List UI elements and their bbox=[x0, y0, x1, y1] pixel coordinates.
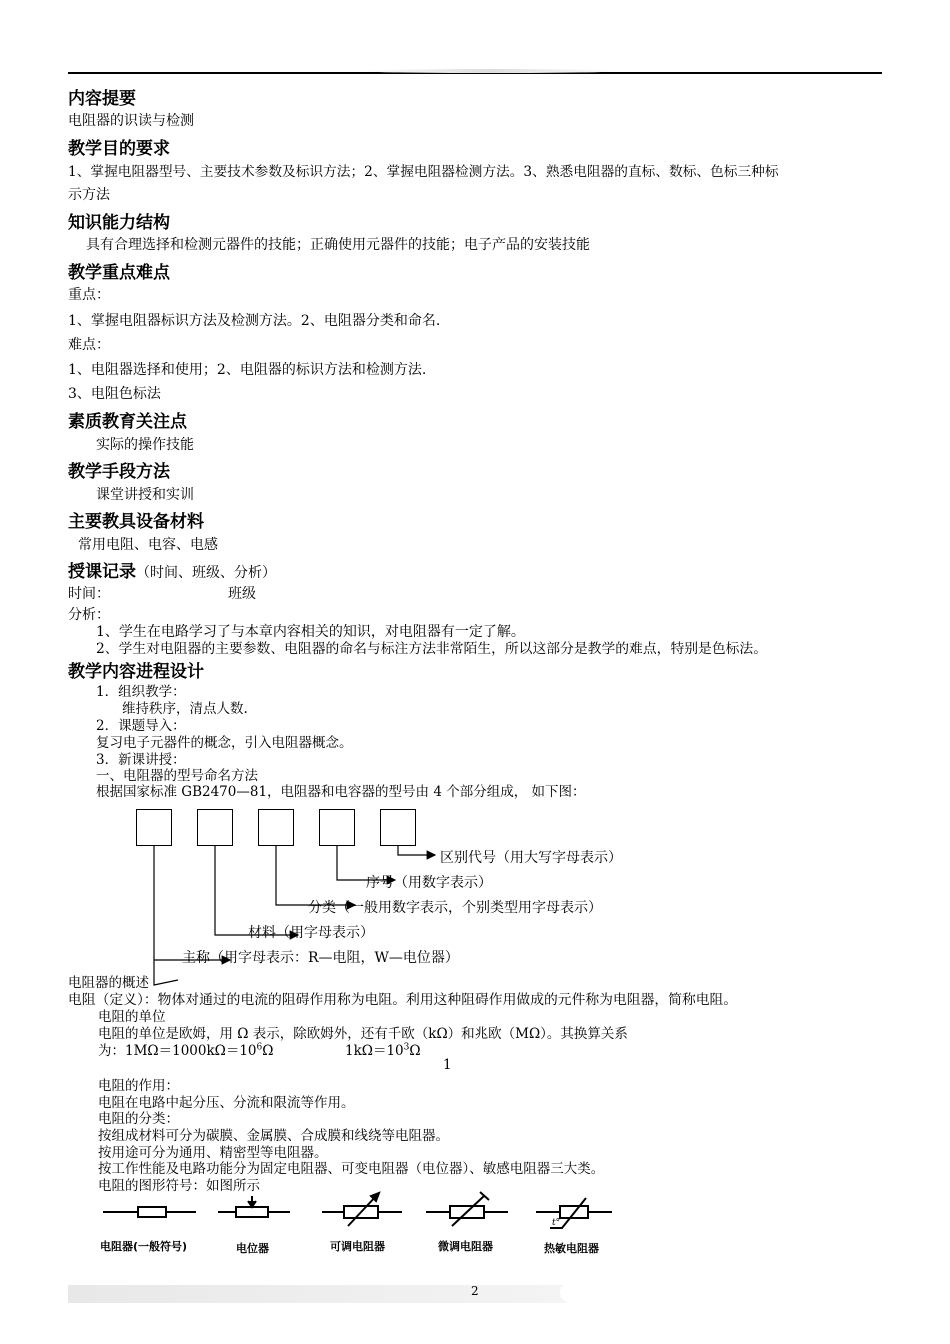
symbol-label-thermistor: 热敏电阻器 bbox=[544, 1242, 599, 1255]
role-text: 电阻在电路中起分压、分流和限流等作用。 bbox=[98, 1095, 355, 1111]
resistor-symbols bbox=[0, 1188, 950, 1268]
analysis-2: 2、学生对电阻器的主要参数、电阻器的命名与标注方法非常陌生，所以这部分是教学的难点，特别是色标法。 bbox=[96, 641, 768, 657]
model-box-1 bbox=[136, 809, 172, 846]
header-decoration bbox=[360, 69, 620, 73]
inner-page-number: 1 bbox=[443, 1057, 452, 1073]
process-step-2a: 复习电子元器件的概念，引入电阻器概念。 bbox=[96, 735, 353, 751]
hard-label: 难点： bbox=[68, 337, 110, 353]
analysis-1: 1、学生在电路学习了与本章内容相关的知识，对电阻器有一定了解。 bbox=[96, 624, 525, 640]
model-box-3 bbox=[258, 809, 294, 846]
quality-title: 素质教育关注点 bbox=[68, 412, 187, 432]
footer-tab bbox=[560, 1282, 776, 1303]
hard-text1: 1、电阻器选择和使用；2、电阻器的标识方法和检测方法. bbox=[68, 362, 427, 378]
goals-line1: 1、掌握电阻器型号、主要技术参数及标识方法；2、掌握电阻器检测方法。3、熟悉电阻器的直标、数标、色标三种标 bbox=[68, 164, 779, 180]
method-title: 教学手段方法 bbox=[68, 462, 170, 482]
class-title: 电阻的分类： bbox=[98, 1111, 179, 1127]
class-3: 按工作性能及电路功能分为固定电阻器、可变电阻器（电位器）、敏感电阻器三大类。 bbox=[98, 1161, 605, 1177]
adjustable-resistor-symbol bbox=[322, 1193, 402, 1226]
record-title: 授课记录 bbox=[68, 562, 136, 582]
time-label: 时间： bbox=[68, 586, 110, 602]
process-step-3a: 一、电阻器的型号命名方法 bbox=[96, 768, 258, 784]
model-box-2 bbox=[197, 809, 233, 846]
analysis-label: 分析： bbox=[68, 607, 110, 623]
definition-text: 电阻（定义）：物体对通过的电流的阻碍作用称为电阻。利用这种阻碍作用做成的元件称为电阻器，简称电阻。 bbox=[68, 992, 738, 1008]
ability-text: 具有合理选择和检测元器件的技能；正确使用元器件的技能；电子产品的安装技能 bbox=[86, 237, 590, 253]
page-number: 2 bbox=[471, 1284, 479, 1298]
ability-title: 知识能力结构 bbox=[68, 213, 170, 233]
key-title: 教学重点难点 bbox=[68, 263, 170, 283]
goals-title: 教学目的要求 bbox=[68, 139, 170, 159]
unit-conversion-2 bbox=[345, 1039, 421, 1059]
equip-title: 主要教具设备材料 bbox=[68, 512, 204, 532]
class-2: 按用途可分为通用、精密型等电阻器。 bbox=[98, 1145, 328, 1161]
symbol-label-potentiometer: 电位器 bbox=[236, 1242, 269, 1255]
diagram-label-3: 分类（一般用数字表示，个别类型用字母表示） bbox=[308, 900, 602, 916]
diagram-label-1: 区别代号（用大写字母表示） bbox=[440, 850, 622, 866]
diagram-label-5: 主称（用字母表示：R—电阻，W—电位器） bbox=[182, 950, 459, 966]
connector-2 bbox=[215, 846, 298, 935]
unit-conv-b: Ω bbox=[262, 1043, 274, 1059]
unit-text: 电阻的单位是欧姆，用 Ω 表示，除欧姆外，还有千欧（kΩ）和兆欧（MΩ）。其换算关系 bbox=[98, 1026, 628, 1042]
unit-conv-exp2: 3 bbox=[403, 1042, 410, 1053]
role-title: 电阻的作用： bbox=[98, 1078, 179, 1094]
connector-5 bbox=[398, 846, 435, 855]
key-label: 重点： bbox=[68, 287, 110, 303]
unit-conv2-b: Ω bbox=[409, 1043, 421, 1059]
resistor-general-symbol bbox=[103, 1207, 196, 1217]
process-step-2: 2．课题导入： bbox=[96, 718, 186, 734]
process-step-3b: 根据国家标准 GB2470—81，电阻器和电容器的型号由 4 个部分组成， 如下图： bbox=[96, 784, 586, 800]
record-sub: （时间、班级、分析） bbox=[136, 565, 276, 581]
hard-text2: 3、电阻色标法 bbox=[68, 386, 161, 402]
model-box-5 bbox=[380, 809, 416, 846]
process-step-1: 1．组织教学： bbox=[96, 684, 186, 700]
key-text: 1、掌握电阻器标识方法及检测方法。2、电阻器分类和命名. bbox=[68, 313, 441, 329]
unit-conv-a: 为：1MΩ＝1000kΩ＝10 bbox=[98, 1043, 257, 1059]
process-title: 教学内容进程设计 bbox=[68, 662, 204, 682]
connector-4 bbox=[337, 846, 395, 880]
method-text: 课堂讲授和实训 bbox=[96, 487, 194, 503]
quality-text: 实际的操作技能 bbox=[96, 437, 194, 453]
equip-text: 常用电阻、电容、电感 bbox=[78, 537, 218, 553]
unit-title: 电阻的单位 bbox=[98, 1009, 166, 1025]
record-heading bbox=[68, 557, 276, 582]
thermistor-mark: t° bbox=[552, 1218, 561, 1228]
potentiometer-symbol bbox=[218, 1196, 290, 1217]
symbol-title: 电阻的图形符号：如图所示 bbox=[98, 1178, 260, 1194]
unit-conv2-a: 1kΩ＝10 bbox=[345, 1043, 404, 1059]
symbol-label-general: 电阻器(一般符号) bbox=[100, 1240, 188, 1253]
overview-heading: 电阻器的概述 bbox=[68, 975, 149, 991]
connector-1 bbox=[154, 846, 178, 985]
summary-text: 电阻器的识读与检测 bbox=[68, 113, 194, 129]
class-label: 班级 bbox=[228, 586, 256, 602]
process-step-1a: 维持秩序，清点人数. bbox=[122, 701, 248, 717]
connector-3 bbox=[276, 846, 355, 905]
diagram-label-2: 序号（用数字表示） bbox=[366, 875, 492, 891]
goals-line2: 示方法 bbox=[68, 187, 110, 203]
diagram-label-4: 材料（用字母表示） bbox=[248, 925, 374, 941]
unit-conv-exp1: 6 bbox=[256, 1042, 263, 1053]
unit-conversion bbox=[98, 1039, 273, 1059]
summary-title: 内容提要 bbox=[68, 89, 136, 109]
trimmer-resistor-symbol bbox=[426, 1192, 508, 1226]
model-box-4 bbox=[319, 809, 355, 846]
process-step-3: 3．新课讲授： bbox=[96, 752, 186, 768]
symbol-label-trimmer: 微调电阻器 bbox=[438, 1240, 493, 1253]
thermistor-symbol bbox=[536, 1198, 612, 1228]
symbol-label-adjustable: 可调电阻器 bbox=[330, 1240, 385, 1253]
class-1: 按组成材料可分为碳膜、金属膜、合成膜和线绕等电阻器。 bbox=[98, 1128, 449, 1144]
